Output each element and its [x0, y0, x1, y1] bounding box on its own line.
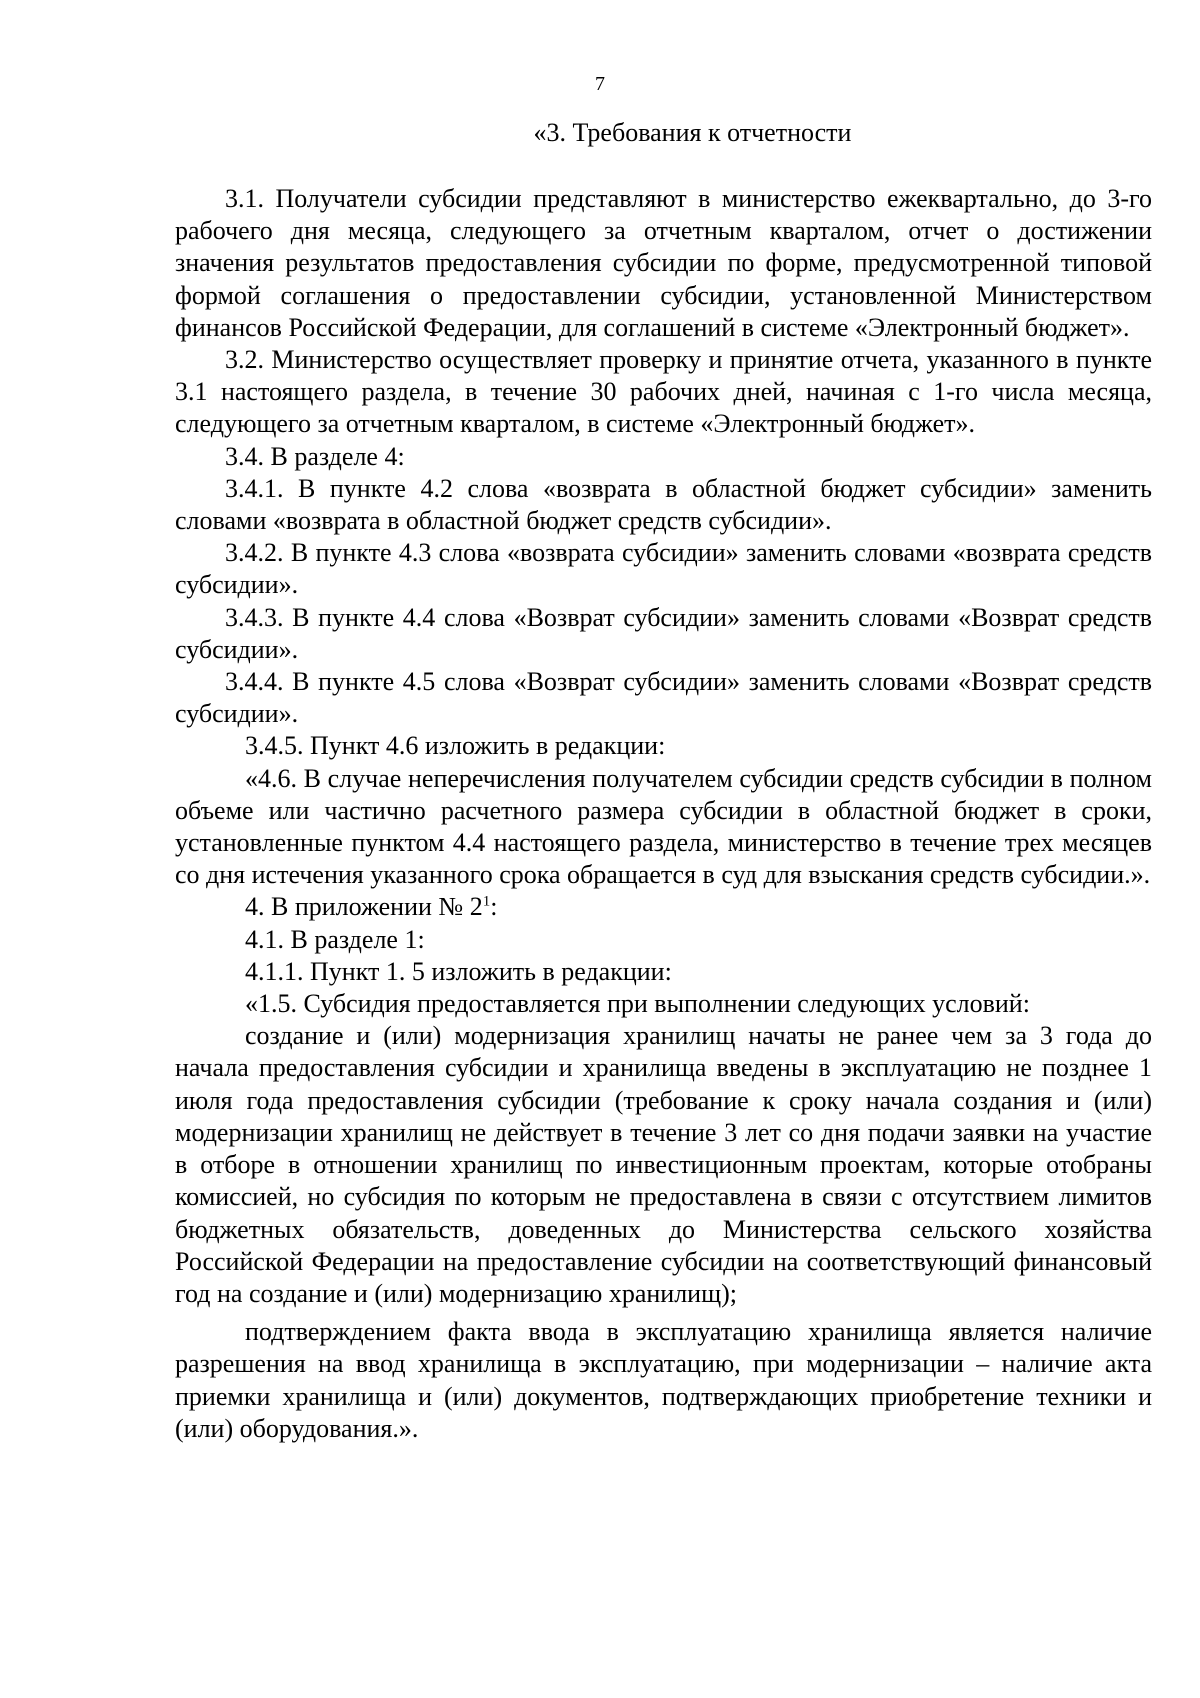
appendix-heading: 4. В приложении № 2	[245, 892, 483, 922]
section-title: «3. Требования к отчетности	[533, 118, 852, 147]
paragraph-3-2: 3.2. Министерство осуществляет проверку и принятие отчета, указанного в пункте 3.1 настоящего раздела, в течение 30 рабочих дней, начиная с 1-го числа месяца, следующего за отчетным кварталом, в системе «Электронный бюджет».	[175, 345, 1152, 439]
paragraph-3-4-1: 3.4.1. В пункте 4.2 слова «возврата в областной бюджет субсидии» заменить словами «возврата в областной бюджет средств субсидии».	[175, 473, 1152, 536]
paragraph-3-4-2: 3.4.2. В пункте 4.3 слова «возврата субсидии» заменить словами «возврата средств субсидии».	[175, 538, 1152, 600]
paragraph-3-4-4: 3.4.4. В пункте 4.5 слова «Возврат субсидии» заменить словами «Возврат средств субсидии».	[175, 667, 1152, 729]
paragraph-confirmation: подтверждением факта ввода в эксплуатацию хранилища является наличие разрешения на ввод хранилища в эксплуатацию, при модернизации – наличие акта приемки хранилища и (или) документов, подтверждающих приобретение техники и (или) оборудования.».	[175, 1317, 1152, 1443]
paragraph-4-1-1: 4.1.1. Пункт 1. 5 изложить в редакции:	[245, 956, 672, 986]
appendix-colon: :	[490, 892, 498, 922]
paragraph-1-5: «1.5. Субсидия предоставляется при выполнении следующих условий:	[245, 989, 1030, 1019]
document-body	[175, 183, 1152, 1445]
paragraph-conditions: создание и (или) модернизация хранилищ начаты не ранее чем за 3 года до начала предоставления субсидии и хранилища введены в эксплуатацию не позднее 1 июля года предоставления субсидии (требование к сроку начала создания и (или) модернизации хранилищ не действует в течение 3 лет со дня подачи заявки на участие в отборе в отношении хранилищ по инвестиционным проектам, которые отобраны комиссией, но субсидия по которым не предоставлена в связи с отсутствием лимитов бюджетных обязательств, доведенных до Министерства сельского хозяйства Российской Федерации на предоставление субсидии на соответствующий финансовый год на создание и (или) модернизацию хранилищ);	[175, 1021, 1152, 1308]
paragraph-3-1: 3.1. Получатели субсидии представляют в министерство ежеквартально, до 3-го рабочего дня месяца, следующего за отчетным кварталом, отчет о достижении значения результатов предоставления субсидии по форме, предусмотренной типовой формой соглашения о предоставлении субсидии, установленной Министерством финансов Российской Федерации, для соглашений в системе «Электронный бюджет».	[175, 184, 1152, 342]
paragraph-4-6: «4.6. В случае неперечисления получателем субсидии средств субсидии в полном объеме или частично расчетного размера субсидии в областной бюджет в сроки, установленные пунктом 4.4 настоящего раздела, министерство в течение трех месяцев со дня истечения указанного срока обращается в суд для взыскания средств субсидии.».	[175, 763, 1152, 890]
paragraph-4-1: 4.1. В разделе 1:	[245, 924, 425, 954]
appendix-superscript: 1	[482, 893, 491, 910]
paragraph-4	[175, 891, 1152, 923]
paragraph-3-4-3: 3.4.3. В пункте 4.4 слова «Возврат субсидии» заменить словами «Возврат средств субсидии».	[175, 602, 1152, 664]
paragraph-3-4: 3.4. В разделе 4:	[225, 441, 405, 471]
paragraph-3-4-5: 3.4.5. Пункт 4.6 изложить в редакции:	[245, 731, 666, 761]
page-number: 7	[595, 73, 605, 95]
